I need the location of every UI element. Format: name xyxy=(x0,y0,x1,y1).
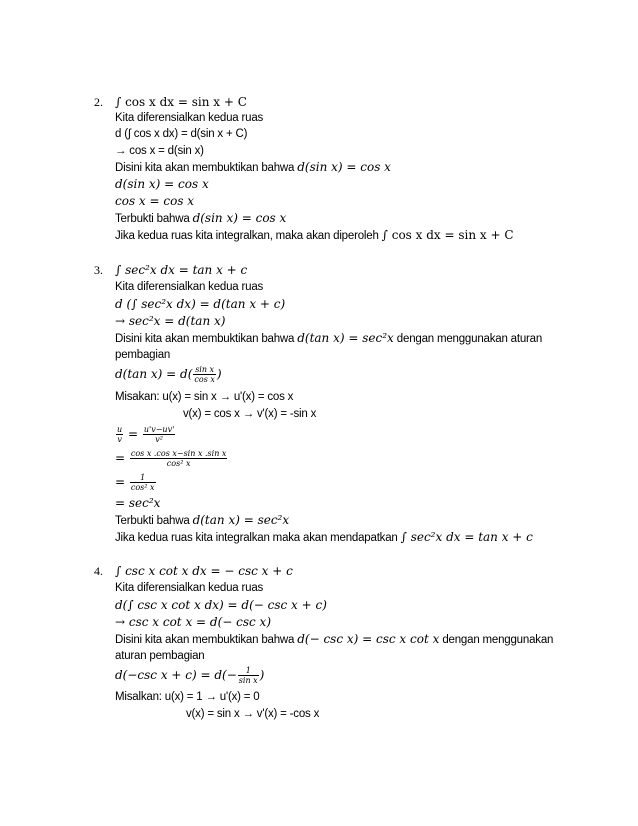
item-2-line-8 xyxy=(115,227,514,244)
item-2-line-8-text: Jika kedua ruas kita integralkan, maka akan diperoleh xyxy=(115,230,379,242)
item-2-line-2: d (∫ cos x dx) = d(sin x + C) xyxy=(115,128,248,140)
item-4-line-4-tail: dengan menggunakan xyxy=(442,634,554,646)
item-3-formula-1-left-den: v xyxy=(117,435,122,444)
item-3-line-5: pembagian xyxy=(115,349,171,361)
item-3-line-6-fraction xyxy=(193,365,215,384)
item-3-formula-1-left-num: u xyxy=(117,425,123,434)
item-3-line-9-math: d(tan x) = sec²x xyxy=(192,513,290,527)
item-4-line-2: d(∫ csc x cot x dx) = d(− csc x + c) xyxy=(115,598,327,612)
item-3-line-9-text: Terbukti bahwa xyxy=(115,515,190,527)
item-2-line-4-text: Disini kita akan membuktikan bahwa xyxy=(115,162,295,174)
item-2-line-5: d(sin x) = cos x xyxy=(115,177,209,191)
item-number-4: 4. xyxy=(94,564,103,578)
item-4-line-4-text: Disini kita akan membuktikan bahwa xyxy=(115,634,295,646)
item-3-line-6 xyxy=(115,364,222,384)
item-3-formula-3-den: cos² x xyxy=(130,483,155,492)
item-2-statement: ∫ cos x dx = sin x + C xyxy=(115,95,247,109)
item-3-line-2: d (∫ sec²x dx) = d(tan x + c) xyxy=(115,297,286,311)
item-4-line-8: v(x) = sin x → v'(x) = -cos x xyxy=(186,708,320,720)
item-3-line-3: → sec²x = d(tan x) xyxy=(115,314,226,328)
item-3-formula-2: = $\frac{\text{cos x .cos x−sin x .sin x}}{\text{cos² x}}$ xyxy=(115,449,227,468)
item-2-line-7-text: Terbukti bahwa xyxy=(115,213,190,225)
item-3-formula-2-den: cos² x xyxy=(166,459,191,468)
item-3-line-7: Misakan: u(x) = sin x → u'(x) = cos x xyxy=(115,391,294,403)
item-3-formula-2-fraction xyxy=(130,449,228,468)
item-2-line-7-math: d(sin x) = cos x xyxy=(192,211,287,225)
item-2-line-3: → cos x = d(sin x) xyxy=(115,145,204,157)
item-3-line-9 xyxy=(115,512,289,529)
item-2-line-6: cos x = cos x xyxy=(115,194,195,208)
item-4-line-7: Misalkan: u(x) = 1 → u'(x) = 0 xyxy=(115,691,260,703)
item-3-formula-1-right xyxy=(143,425,175,444)
item-3-formula-3-fraction xyxy=(130,473,156,492)
item-3-line-6-num: sin x xyxy=(195,365,215,374)
item-3-formula-4: = sec²x xyxy=(115,496,161,510)
item-3-formula-3-num: 1 xyxy=(130,473,156,483)
item-3-formula-2-num: cos x .cos x−sin x .sin x xyxy=(130,449,227,458)
item-3-formula-1-left xyxy=(116,425,123,444)
item-2-line-4 xyxy=(115,159,391,176)
item-3-line-6-right: ) xyxy=(216,367,222,381)
item-4-line-3: → csc x cot x = d(− csc x) xyxy=(115,615,271,629)
item-3-statement: ∫ sec²x dx = tan x + c xyxy=(115,263,248,277)
item-4-line-6 xyxy=(115,664,264,686)
item-3-line-4-tail: dengan menggunakan aturan xyxy=(396,333,543,345)
item-3-line-6-left: d(tan x) = d( xyxy=(115,367,193,381)
item-2-line-8-math: ∫ cos x dx = sin x + C xyxy=(381,228,514,242)
item-3-line-10-math: ∫ sec²x dx = tan x + c xyxy=(400,530,533,544)
item-2-line-4-math: d(sin x) = cos x xyxy=(297,160,391,174)
item-2-line-7 xyxy=(115,210,286,227)
item-4-line-6-right: ) xyxy=(259,668,265,682)
item-3-line-1: Kita diferensialkan kedua ruas xyxy=(115,281,264,293)
item-3-line-4-math: d(tan x) = sec²x xyxy=(297,331,394,345)
item-4-statement: ∫ csc x cot x dx = − csc x + c xyxy=(115,564,293,578)
item-3-line-4-text: Disini kita akan membuktikan bahwa xyxy=(115,333,295,345)
item-4-line-6-num: 1 xyxy=(238,666,259,676)
item-4-line-4 xyxy=(115,631,553,648)
item-3-formula-1-right-den: v² xyxy=(155,435,163,444)
item-number-2: 2. xyxy=(94,95,103,109)
item-3-line-10-text: Jika kedua ruas kita integralkan maka akan mendapatkan xyxy=(115,532,398,544)
item-3-line-4 xyxy=(115,330,542,347)
item-4-line-6-fraction xyxy=(238,666,259,685)
item-3-formula-1: $\frac{u}{v}$ = $\frac{u'v-uv'}{\text{v²}}$ xyxy=(117,425,175,444)
item-2-line-1: Kita diferensialkan kedua ruas xyxy=(115,112,264,124)
item-4-line-6-left: d(−csc x + c) = d(− xyxy=(115,668,237,682)
item-3-formula-3: = $\frac{1}{\text{cos² x}}$ xyxy=(115,473,155,492)
item-3-formula-1-right-num: u'v−uv' xyxy=(143,425,175,434)
item-4-line-4-math: d(− csc x) = csc x cot x xyxy=(297,632,440,646)
item-3-line-6-den: cos x xyxy=(194,375,215,384)
item-4-line-5: aturan pembagian xyxy=(115,650,205,662)
item-3-line-10 xyxy=(115,529,533,546)
item-4-line-6-den: sin x xyxy=(238,676,258,685)
item-4-line-1: Kita diferensialkan kedua ruas xyxy=(115,582,264,594)
item-number-3: 3. xyxy=(94,263,103,277)
item-3-line-8: v(x) = cos x → v'(x) = -sin x xyxy=(183,408,317,420)
